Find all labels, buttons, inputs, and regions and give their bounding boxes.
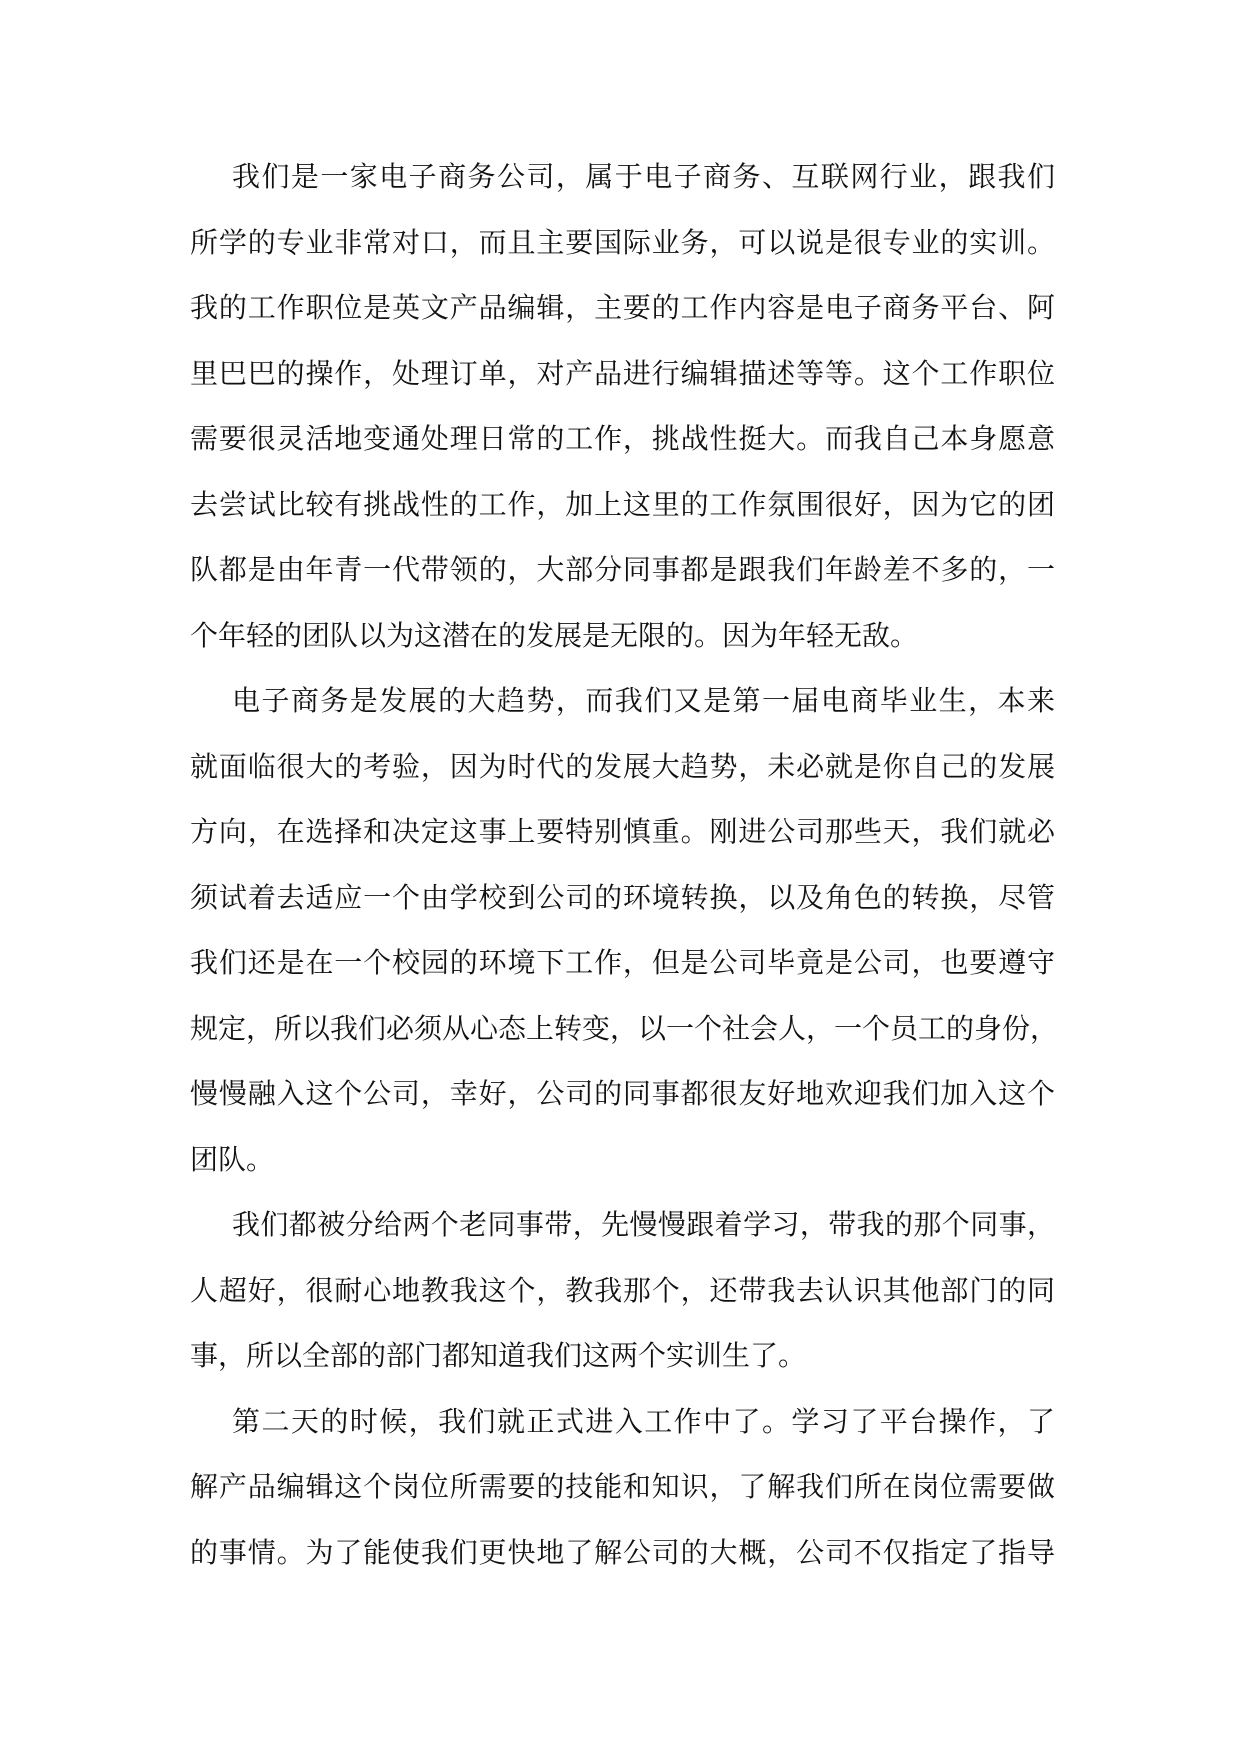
paragraph-1 [190, 160, 1055, 653]
text-line: 去尝试比较有挑战性的工作，加上这里的工作氛围很好，因为它的团 [190, 487, 1055, 521]
text-line: 就面临很大的考验，因为时代的发展大趋势，未必就是你自己的发展 [190, 749, 1055, 783]
text-line: 的事情。为了能使我们更快地了解公司的大概，公司不仅指定了指导 [190, 1535, 1055, 1569]
text-line: 须试着去适应一个由学校到公司的环境转换，以及角色的转换，尽管 [190, 880, 1055, 914]
text-line: 我们都被分给两个老同事带，先慢慢跟着学习，带我的那个同事， [232, 1208, 1055, 1241]
text-line: 方向，在选择和决定这事上要特别慎重。刚进公司那些天，我们就必 [190, 815, 1055, 848]
text-line: 队都是由年青一代带领的，大部分同事都是跟我们年龄差不多的，一 [190, 553, 1055, 586]
text-line: 电子商务是发展的大趋势，而我们又是第一届电商毕业生，本来 [232, 684, 1055, 717]
text-line: 慢慢融入这个公司，幸好，公司的同事都很友好地欢迎我们加入这个 [190, 1077, 1055, 1110]
text-line: 需要很灵活地变通处理日常的工作，挑战性挺大。而我自己本身愿意 [190, 422, 1055, 455]
paragraph-3 [190, 1208, 1055, 1373]
text-line: 里巴巴的操作，处理订单，对产品进行编辑描述等等。这个工作职位 [190, 356, 1055, 390]
text-line: 第二天的时候，我们就正式进入工作中了。学习了平台操作，了 [232, 1404, 1055, 1438]
document-body [190, 160, 1059, 1601]
text-line: 解产品编辑这个岗位所需要的技能和知识，了解我们所在岗位需要做 [190, 1470, 1055, 1503]
text-line: 个年轻的团队以为这潜在的发展是无限的。因为年轻无敌。 [190, 618, 919, 652]
text-line: 我们还是在一个校园的环境下工作，但是公司毕竟是公司，也要遵守 [190, 946, 1055, 979]
text-line: 事，所以全部的部门都知道我们这两个实训生了。 [190, 1339, 807, 1372]
text-line: 所学的专业非常对口，而且主要国际业务，可以说是很专业的实训。 [190, 225, 1055, 259]
text-line: 人超好，很耐心地教我这个，教我那个，还带我去认识其他部门的同 [190, 1273, 1055, 1307]
paragraph-2 [190, 684, 1059, 1177]
paragraph-4 [190, 1405, 1055, 1570]
text-line: 我们是一家电子商务公司，属于电子商务、互联网行业，跟我们 [232, 160, 1055, 193]
text-line: 团队。 [190, 1142, 275, 1176]
text-line: 规定，所以我们必须从心态上转变，以一个社会人，一个员工的身份， [190, 1011, 1059, 1045]
text-line: 我的工作职位是英文产品编辑，主要的工作内容是电子商务平台、阿 [190, 291, 1055, 324]
